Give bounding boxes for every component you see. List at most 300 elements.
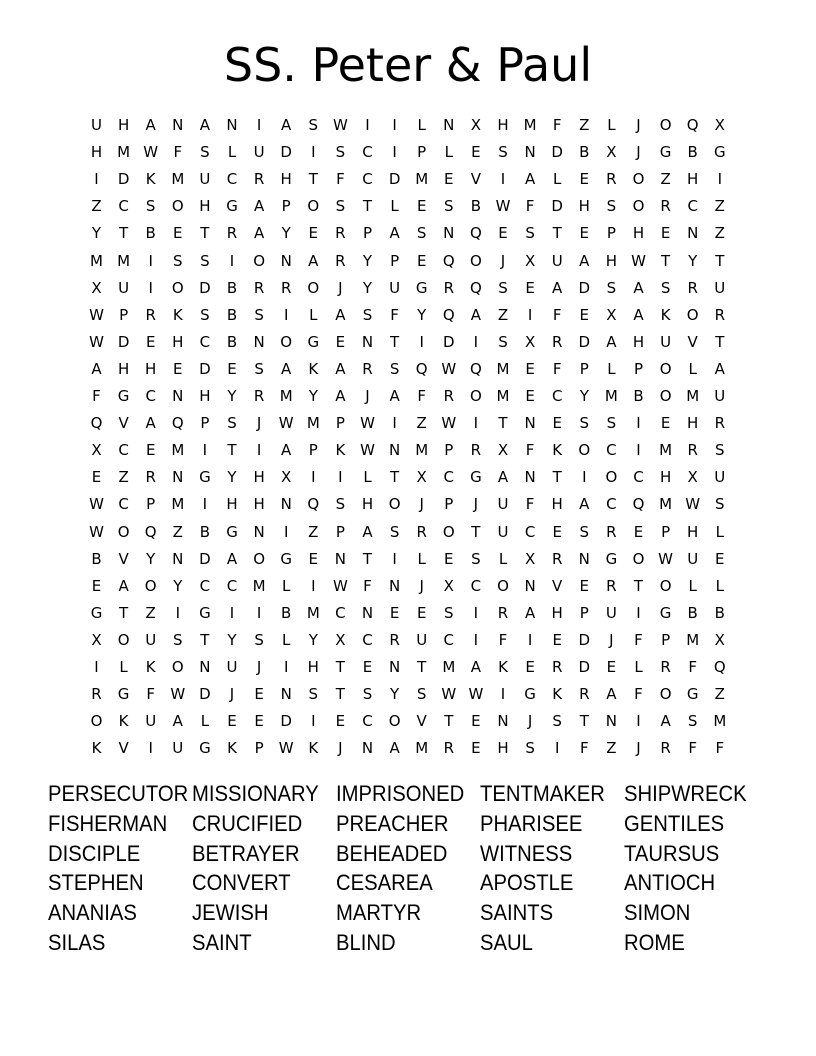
grid-letter: M [659, 495, 673, 514]
grid-letter: P [444, 441, 454, 460]
grid-letter: E [579, 305, 590, 324]
grid-letter: I [636, 603, 641, 622]
grid-letter: Q [307, 495, 320, 514]
grid-letter: W [685, 495, 701, 514]
grid-letter: B [199, 522, 211, 541]
grid-letter: O [90, 712, 103, 731]
grid-letter: O [632, 170, 645, 189]
grid-letter: O [442, 522, 455, 541]
grid-letter: T [417, 658, 427, 676]
grid-letter: I [311, 143, 316, 162]
grid-letter: R [226, 224, 238, 243]
grid-letter: S [606, 197, 617, 216]
grid-letter: A [253, 224, 265, 243]
grid-letter: C [606, 441, 617, 460]
grid-letter: Z [497, 305, 509, 324]
grid-letter: O [307, 278, 320, 297]
grid-letter: I [202, 495, 208, 514]
grid-letter: K [118, 712, 129, 731]
grid-letter: A [552, 278, 563, 297]
grid-letter: O [469, 251, 482, 270]
grid-letter: I [202, 441, 208, 460]
grid-letter: N [524, 468, 536, 487]
grid-letter: M [415, 441, 429, 460]
word-list-item: PHARISEE [480, 810, 583, 836]
grid-letter: Q [442, 251, 455, 270]
grid-letter: U [497, 495, 509, 514]
grid-letter: G [470, 468, 482, 487]
grid-letter: W [441, 414, 457, 433]
grid-letter: E [362, 658, 373, 676]
grid-letter: B [145, 224, 156, 243]
grid-letter: G [524, 685, 536, 704]
word-list-item: BETRAYER [192, 840, 300, 866]
grid-letter: S [715, 495, 725, 514]
grid-letter: R [443, 278, 455, 297]
grid-letter: A [606, 332, 617, 351]
grid-letter: D [551, 197, 563, 216]
grid-letter: A [308, 251, 319, 270]
grid-letter: M [171, 441, 185, 460]
grid-letter: N [497, 712, 509, 731]
grid-letter: X [606, 305, 617, 324]
grid-letter: E [173, 224, 183, 243]
grid-letter: V [118, 549, 129, 568]
grid-letter: W [495, 197, 511, 216]
grid-letter: W [278, 739, 294, 758]
grid-letter: O [659, 576, 672, 595]
grid-letter: U [199, 170, 211, 189]
grid-letter: M [604, 387, 618, 405]
grid-letter: A [389, 224, 400, 243]
grid-letter: N [361, 603, 374, 622]
grid-letter: U [145, 630, 157, 649]
word-list-item: SAINT [192, 930, 252, 955]
grid-letter: L [227, 143, 237, 162]
grid-letter: Q [442, 305, 455, 324]
grid-letter: S [254, 630, 264, 649]
grid-letter: E [498, 224, 508, 243]
grid-letter: P [146, 495, 156, 514]
grid-letter: G [307, 332, 320, 351]
grid-letter: L [715, 522, 724, 541]
word-list-item: JEWISH [192, 900, 269, 926]
grid-letter: E [227, 359, 237, 378]
grid-letter: U [687, 549, 699, 568]
grid-letter: R [606, 576, 617, 595]
grid-letter: R [253, 170, 265, 189]
grid-letter: V [118, 739, 129, 758]
grid-letter: A [524, 170, 536, 189]
grid-letter: U [389, 278, 401, 297]
grid-letter: R [497, 603, 509, 622]
grid-letter: Z [308, 522, 319, 541]
grid-letter: H [632, 332, 645, 351]
grid-letter: M [117, 143, 131, 162]
grid-letter: O [659, 116, 672, 134]
grid-letter: L [390, 197, 399, 216]
grid-letter: T [200, 630, 210, 649]
grid-letter: Q [90, 414, 103, 433]
grid-letter: S [335, 495, 346, 514]
grid-letter: A [281, 441, 292, 460]
grid-letter: T [715, 251, 725, 270]
grid-letter: H [551, 495, 563, 514]
grid-letter: A [226, 549, 238, 568]
grid-letter: P [606, 224, 616, 243]
grid-letter: A [714, 359, 725, 378]
grid-letter: T [715, 332, 725, 351]
grid-letter: F [146, 685, 155, 704]
grid-letter: J [636, 739, 641, 758]
grid-letter: N [253, 522, 265, 541]
grid-letter: C [118, 495, 129, 514]
grid-letter: X [416, 468, 427, 487]
grid-letter: E [660, 414, 671, 433]
grid-letter: H [551, 603, 563, 622]
grid-letter: H [361, 495, 374, 514]
grid-letter: O [307, 197, 320, 216]
grid-letter: B [226, 278, 238, 297]
grid-letter: W [332, 116, 348, 134]
word-list-item: GENTILES [624, 810, 725, 836]
grid-letter: K [552, 685, 563, 704]
grid-letter: C [687, 197, 698, 216]
grid-letter: B [91, 549, 102, 568]
grid-letter: L [119, 658, 128, 676]
grid-letter: L [309, 305, 318, 324]
grid-letter: C [118, 197, 129, 216]
grid-letter: E [145, 441, 156, 460]
grid-letter: J [256, 414, 262, 433]
grid-letter: X [606, 143, 617, 162]
grid-letter: O [171, 278, 184, 297]
grid-letter: W [143, 143, 159, 162]
grid-letter: A [633, 278, 644, 297]
grid-letter: S [525, 224, 535, 243]
grid-letter: N [253, 332, 265, 351]
grid-letter: Z [660, 170, 671, 189]
grid-letter: P [200, 414, 210, 433]
grid-letter: T [119, 224, 129, 243]
grid-letter: E [471, 712, 481, 731]
grid-letter: I [94, 170, 99, 189]
grid-letter: J [229, 685, 235, 704]
grid-letter: Z [714, 224, 725, 243]
grid-letter: R [660, 739, 671, 758]
grid-letter: C [362, 630, 373, 649]
grid-letter: E [91, 576, 102, 595]
grid-letter: W [441, 359, 457, 378]
grid-letter: V [552, 576, 563, 595]
grid-letter: V [687, 332, 698, 351]
grid-letter: R [145, 468, 156, 487]
grid-letter: Z [172, 522, 183, 541]
grid-letter: I [392, 414, 397, 433]
word-list-item: FISHERMAN [48, 810, 168, 836]
grid-letter: S [389, 359, 400, 378]
word-list-item: BLIND [336, 930, 396, 955]
grid-letter: M [415, 170, 429, 189]
grid-letter: J [609, 630, 614, 649]
grid-letter: E [389, 603, 400, 622]
grid-letter: I [256, 603, 262, 622]
grid-letter: E [552, 414, 562, 433]
grid-letter: T [444, 712, 454, 731]
grid-letter: J [419, 576, 424, 595]
grid-letter: U [660, 332, 672, 351]
word-list-item: APOSTLE [480, 870, 574, 896]
grid-letter: S [308, 116, 319, 134]
grid-letter: Q [469, 278, 482, 297]
grid-letter: E [660, 224, 671, 243]
grid-letter: C [145, 387, 156, 405]
grid-letter: A [145, 414, 156, 433]
grid-letter: A [172, 712, 183, 731]
grid-letter: K [91, 739, 102, 758]
word-list-item: WITNESS [480, 840, 573, 866]
grid-letter: Z [714, 685, 725, 704]
grid-letter: I [283, 305, 289, 324]
grid-letter: R [660, 658, 671, 676]
grid-letter: P [119, 305, 129, 324]
grid-letter: Y [417, 305, 427, 324]
grid-letter: F [525, 441, 535, 460]
grid-letter: M [686, 630, 700, 649]
grid-letter: R [362, 359, 373, 378]
grid-letter: P [254, 739, 264, 758]
grid-letter: S [606, 414, 617, 433]
grid-letter: O [632, 549, 645, 568]
grid-letter: L [553, 170, 562, 189]
grid-letter: C [362, 170, 373, 189]
grid-letter: X [714, 116, 725, 134]
grid-letter: H [199, 387, 211, 405]
grid-letter: W [89, 305, 104, 324]
grid-letter: R [389, 630, 400, 649]
grid-letter: E [552, 630, 562, 649]
grid-letter: S [498, 332, 508, 351]
grid-letter: Z [714, 197, 725, 216]
grid-letter: D [199, 359, 211, 378]
grid-letter: M [496, 387, 510, 405]
grid-letter: F [417, 387, 426, 405]
grid-letter: H [632, 224, 645, 243]
grid-letter: N [172, 468, 184, 487]
grid-letter: T [335, 658, 345, 676]
grid-letter: Z [145, 603, 156, 622]
grid-letter: U [714, 387, 726, 405]
grid-letter: O [117, 630, 130, 649]
grid-letter: A [606, 685, 617, 704]
grid-letter: A [579, 495, 590, 514]
grid-letter: U [497, 522, 509, 541]
grid-letter: R [551, 332, 563, 351]
grid-letter: C [118, 441, 129, 460]
grid-letter: E [416, 603, 427, 622]
word-list-item: SIMON [624, 900, 691, 926]
grid-letter: L [607, 116, 616, 134]
grid-letter: O [388, 495, 401, 514]
grid-letter: S [200, 143, 210, 162]
grid-letter: U [605, 603, 617, 622]
grid-letter: S [444, 197, 454, 216]
grid-letter: R [606, 170, 617, 189]
grid-letter: S [498, 278, 508, 297]
grid-letter: H [687, 170, 699, 189]
grid-letter: L [417, 549, 426, 568]
grid-letter: L [417, 116, 426, 134]
grid-letter: F [92, 387, 101, 405]
grid-letter: A [91, 359, 102, 378]
grid-letter: N [388, 441, 401, 460]
grid-letter: U [714, 278, 726, 297]
grid-letter: I [473, 414, 479, 433]
grid-letter: S [579, 522, 590, 541]
grid-letter: T [335, 685, 345, 704]
grid-letter: Y [227, 468, 237, 487]
grid-letter: I [94, 658, 99, 676]
grid-letter: H [226, 495, 238, 514]
grid-letter: A [253, 197, 265, 216]
grid-letter: I [392, 549, 397, 568]
grid-letter: H [659, 468, 672, 487]
grid-letter: M [496, 359, 510, 378]
grid-letter: G [117, 387, 130, 405]
grid-letter: R [335, 251, 346, 270]
grid-letter: M [686, 387, 700, 405]
grid-letter: W [89, 522, 104, 541]
grid-letter: C [524, 522, 536, 541]
grid-letter: S [416, 224, 427, 243]
grid-letter: C [443, 468, 455, 487]
grid-letter: K [308, 739, 319, 758]
grid-letter: J [419, 495, 424, 514]
grid-letter: K [660, 305, 671, 324]
grid-letter: P [417, 143, 427, 162]
grid-letter: O [171, 197, 184, 216]
grid-letter: W [89, 332, 104, 351]
grid-letter: L [688, 359, 697, 378]
grid-letter: T [390, 332, 400, 351]
grid-letter: M [306, 603, 320, 622]
grid-letter: E [335, 712, 346, 731]
grid-letter: R [551, 549, 563, 568]
grid-letter: X [91, 630, 102, 649]
word-list-item: BEHEADED [336, 840, 448, 866]
grid-letter: G [226, 197, 238, 216]
grid-letter: L [444, 143, 453, 162]
grid-letter: A [470, 658, 482, 676]
grid-letter: E [525, 278, 535, 297]
grid-letter: F [634, 630, 643, 649]
grid-letter: Z [416, 414, 427, 433]
grid-letter: I [636, 414, 641, 433]
grid-letter: S [579, 414, 590, 433]
grid-letter: X [714, 630, 725, 649]
grid-letter: G [90, 603, 103, 622]
grid-letter: T [471, 522, 481, 541]
grid-letter: E [444, 549, 454, 568]
grid-letter: B [714, 603, 725, 622]
grid-letter: G [659, 603, 672, 622]
grid-letter: P [661, 630, 671, 649]
grid-letter: I [229, 603, 235, 622]
grid-letter: D [117, 332, 130, 351]
grid-letter: E [254, 712, 264, 731]
word-list-item: SAUL [480, 930, 533, 955]
grid-letter: K [227, 739, 237, 758]
grid-letter: T [308, 170, 318, 189]
grid-letter: N [172, 387, 184, 405]
grid-letter: P [661, 522, 671, 541]
grid-letter: I [311, 468, 316, 487]
grid-letter: A [362, 522, 373, 541]
grid-letter: W [631, 251, 646, 270]
grid-letter: M [117, 251, 131, 270]
grid-letter: K [335, 441, 346, 460]
word-list-item: DISCIPLE [48, 840, 141, 866]
grid-letter: S [416, 685, 427, 704]
grid-letter: I [717, 170, 723, 189]
grid-letter: F [525, 197, 535, 216]
grid-letter: U [91, 116, 102, 134]
grid-letter: W [441, 685, 457, 704]
grid-letter: I [311, 576, 316, 595]
grid-letter: E [91, 468, 102, 487]
grid-letter: B [226, 332, 238, 351]
grid-letter: X [687, 468, 698, 487]
grid-letter: S [389, 522, 400, 541]
grid-letter: M [279, 387, 293, 405]
grid-letter: M [171, 495, 185, 514]
grid-letter: S [444, 603, 454, 622]
grid-letter: R [714, 414, 726, 433]
grid-letter: X [91, 441, 102, 460]
grid-letter: I [582, 468, 587, 487]
grid-letter: E [173, 359, 183, 378]
grid-letter: Y [308, 387, 318, 405]
grid-letter: G [280, 549, 292, 568]
grid-letter: R [606, 522, 617, 541]
grid-letter: T [362, 549, 373, 568]
grid-letter: V [470, 170, 482, 189]
grid-letter: P [579, 603, 589, 622]
grid-letter: G [117, 685, 130, 704]
grid-letter: W [89, 495, 104, 514]
grid-letter: E [633, 522, 644, 541]
grid-letter: R [280, 278, 292, 297]
grid-letter: H [117, 359, 130, 378]
grid-letter: T [362, 197, 373, 216]
grid-letter: H [497, 116, 509, 134]
grid-letter: S [687, 712, 698, 731]
grid-letter: L [634, 658, 643, 676]
grid-letter: N [443, 116, 455, 134]
grid-letter: M [415, 739, 429, 758]
grid-letter: Z [91, 197, 102, 216]
grid-letter: A [335, 387, 346, 405]
word-list-item: TENTMAKER [480, 781, 605, 806]
grid-letter: X [443, 576, 454, 595]
grid-letter: C [443, 630, 455, 649]
grid-letter: P [281, 197, 291, 216]
word-list-item: PREACHER [336, 810, 449, 836]
grid-letter: G [686, 685, 699, 704]
grid-letter: A [335, 359, 346, 378]
grid-letter: G [199, 739, 211, 758]
grid-letter: E [579, 170, 590, 189]
